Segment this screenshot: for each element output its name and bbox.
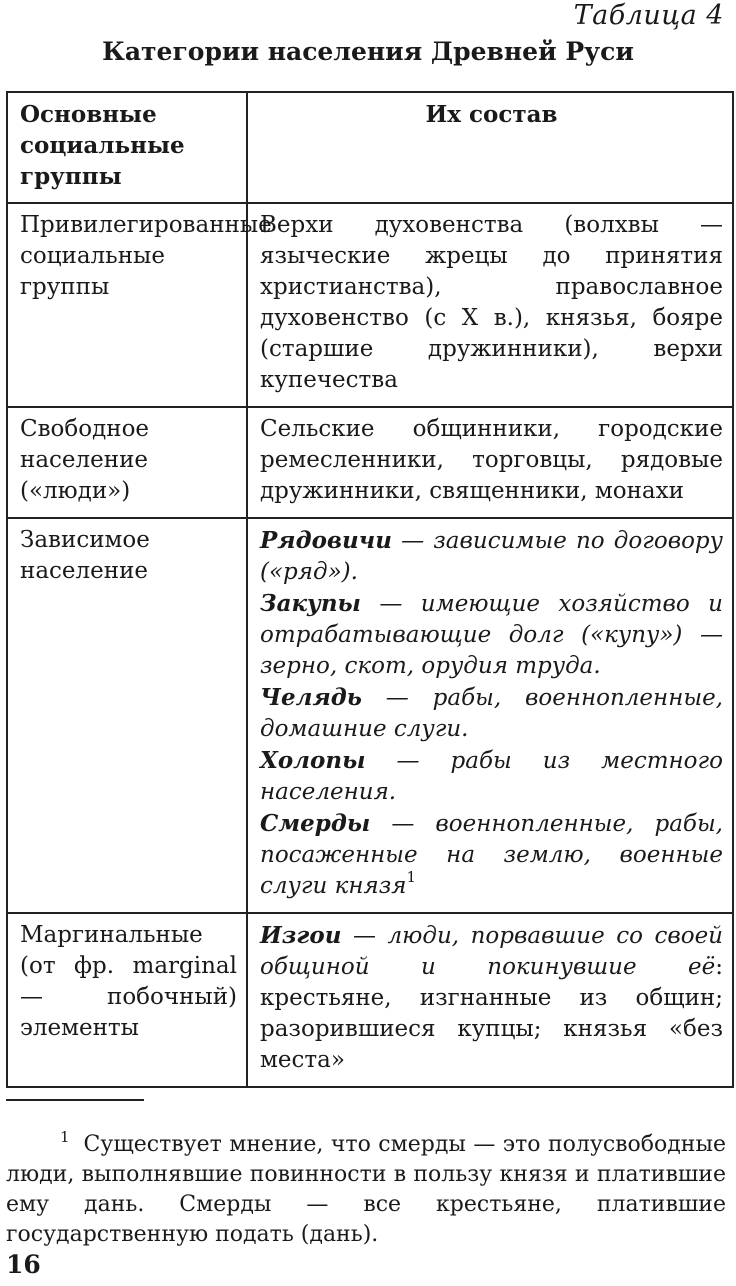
entry-ryadovichi: Рядовичи — зависимые по договору («ряд»). (260, 527, 723, 585)
group-dependent: Зависимое население (7, 518, 247, 913)
population-categories-table (6, 91, 734, 1088)
header-composition: Их состав (247, 92, 733, 203)
composition-free: Сельские общинники, городские ремесленники, торговцы, рядовые дружинники, священники, монахи (247, 407, 733, 518)
group-free: Свободное население («люди») (7, 407, 247, 518)
group-marginal: Маргинальные (от фр. marginal — побочный) элементы (7, 913, 247, 1087)
entry-kholopy: Холопы — рабы из местного населения. (260, 747, 723, 805)
table-row (7, 913, 733, 1087)
page-number: 16 (6, 1250, 41, 1279)
table-row (7, 518, 733, 913)
composition-marginal: Изгои — люди, порвавшие со своей общиной и покинувшие её: крестьяне, изгнанные из общин; разорившиеся купцы; князья «без места» (247, 913, 733, 1087)
footnote-mark: 1 (60, 1128, 70, 1146)
entry-zakupy: Закупы — имеющие хозяйство и отрабатывающие долг («купу») — зерно, скот, орудия труда. (260, 590, 723, 679)
table-row (7, 407, 733, 518)
footnote-reference[interactable]: 1 (406, 868, 417, 886)
header-social-groups: Основные социальные группы (7, 92, 247, 203)
composition-privileged: Верхи духовенства (волхвы — языческие жрецы до принятия христианства), православное духовенство (с X в.), князья, бояре (старшие дружинники), верхи купечества (247, 203, 733, 407)
composition-dependent (247, 518, 733, 913)
footnote-text: Существует мнение, что смерды — это полусвободные люди, выполнявшие повинности в пользу князя и платившие ему дань. Смерды — все крестьяне, платившие государственную подать (дань). (6, 1132, 726, 1247)
table-row (7, 203, 733, 407)
footnote (6, 1122, 726, 1250)
table-header-row (7, 92, 733, 203)
footnote-divider (6, 1099, 144, 1101)
table-number-label: Таблица 4 (573, 0, 724, 31)
table-title: Категории населения Древней Руси (102, 37, 634, 66)
entry-chelyad: Челядь — рабы, военнопленные, домашние слуги. (260, 684, 723, 742)
group-privileged: Привилегированные социальные группы (7, 203, 247, 407)
entry-smerdy: Смерды — военнопленные, рабы, посаженные на землю, военные слуги князя$^1$ (260, 810, 723, 899)
